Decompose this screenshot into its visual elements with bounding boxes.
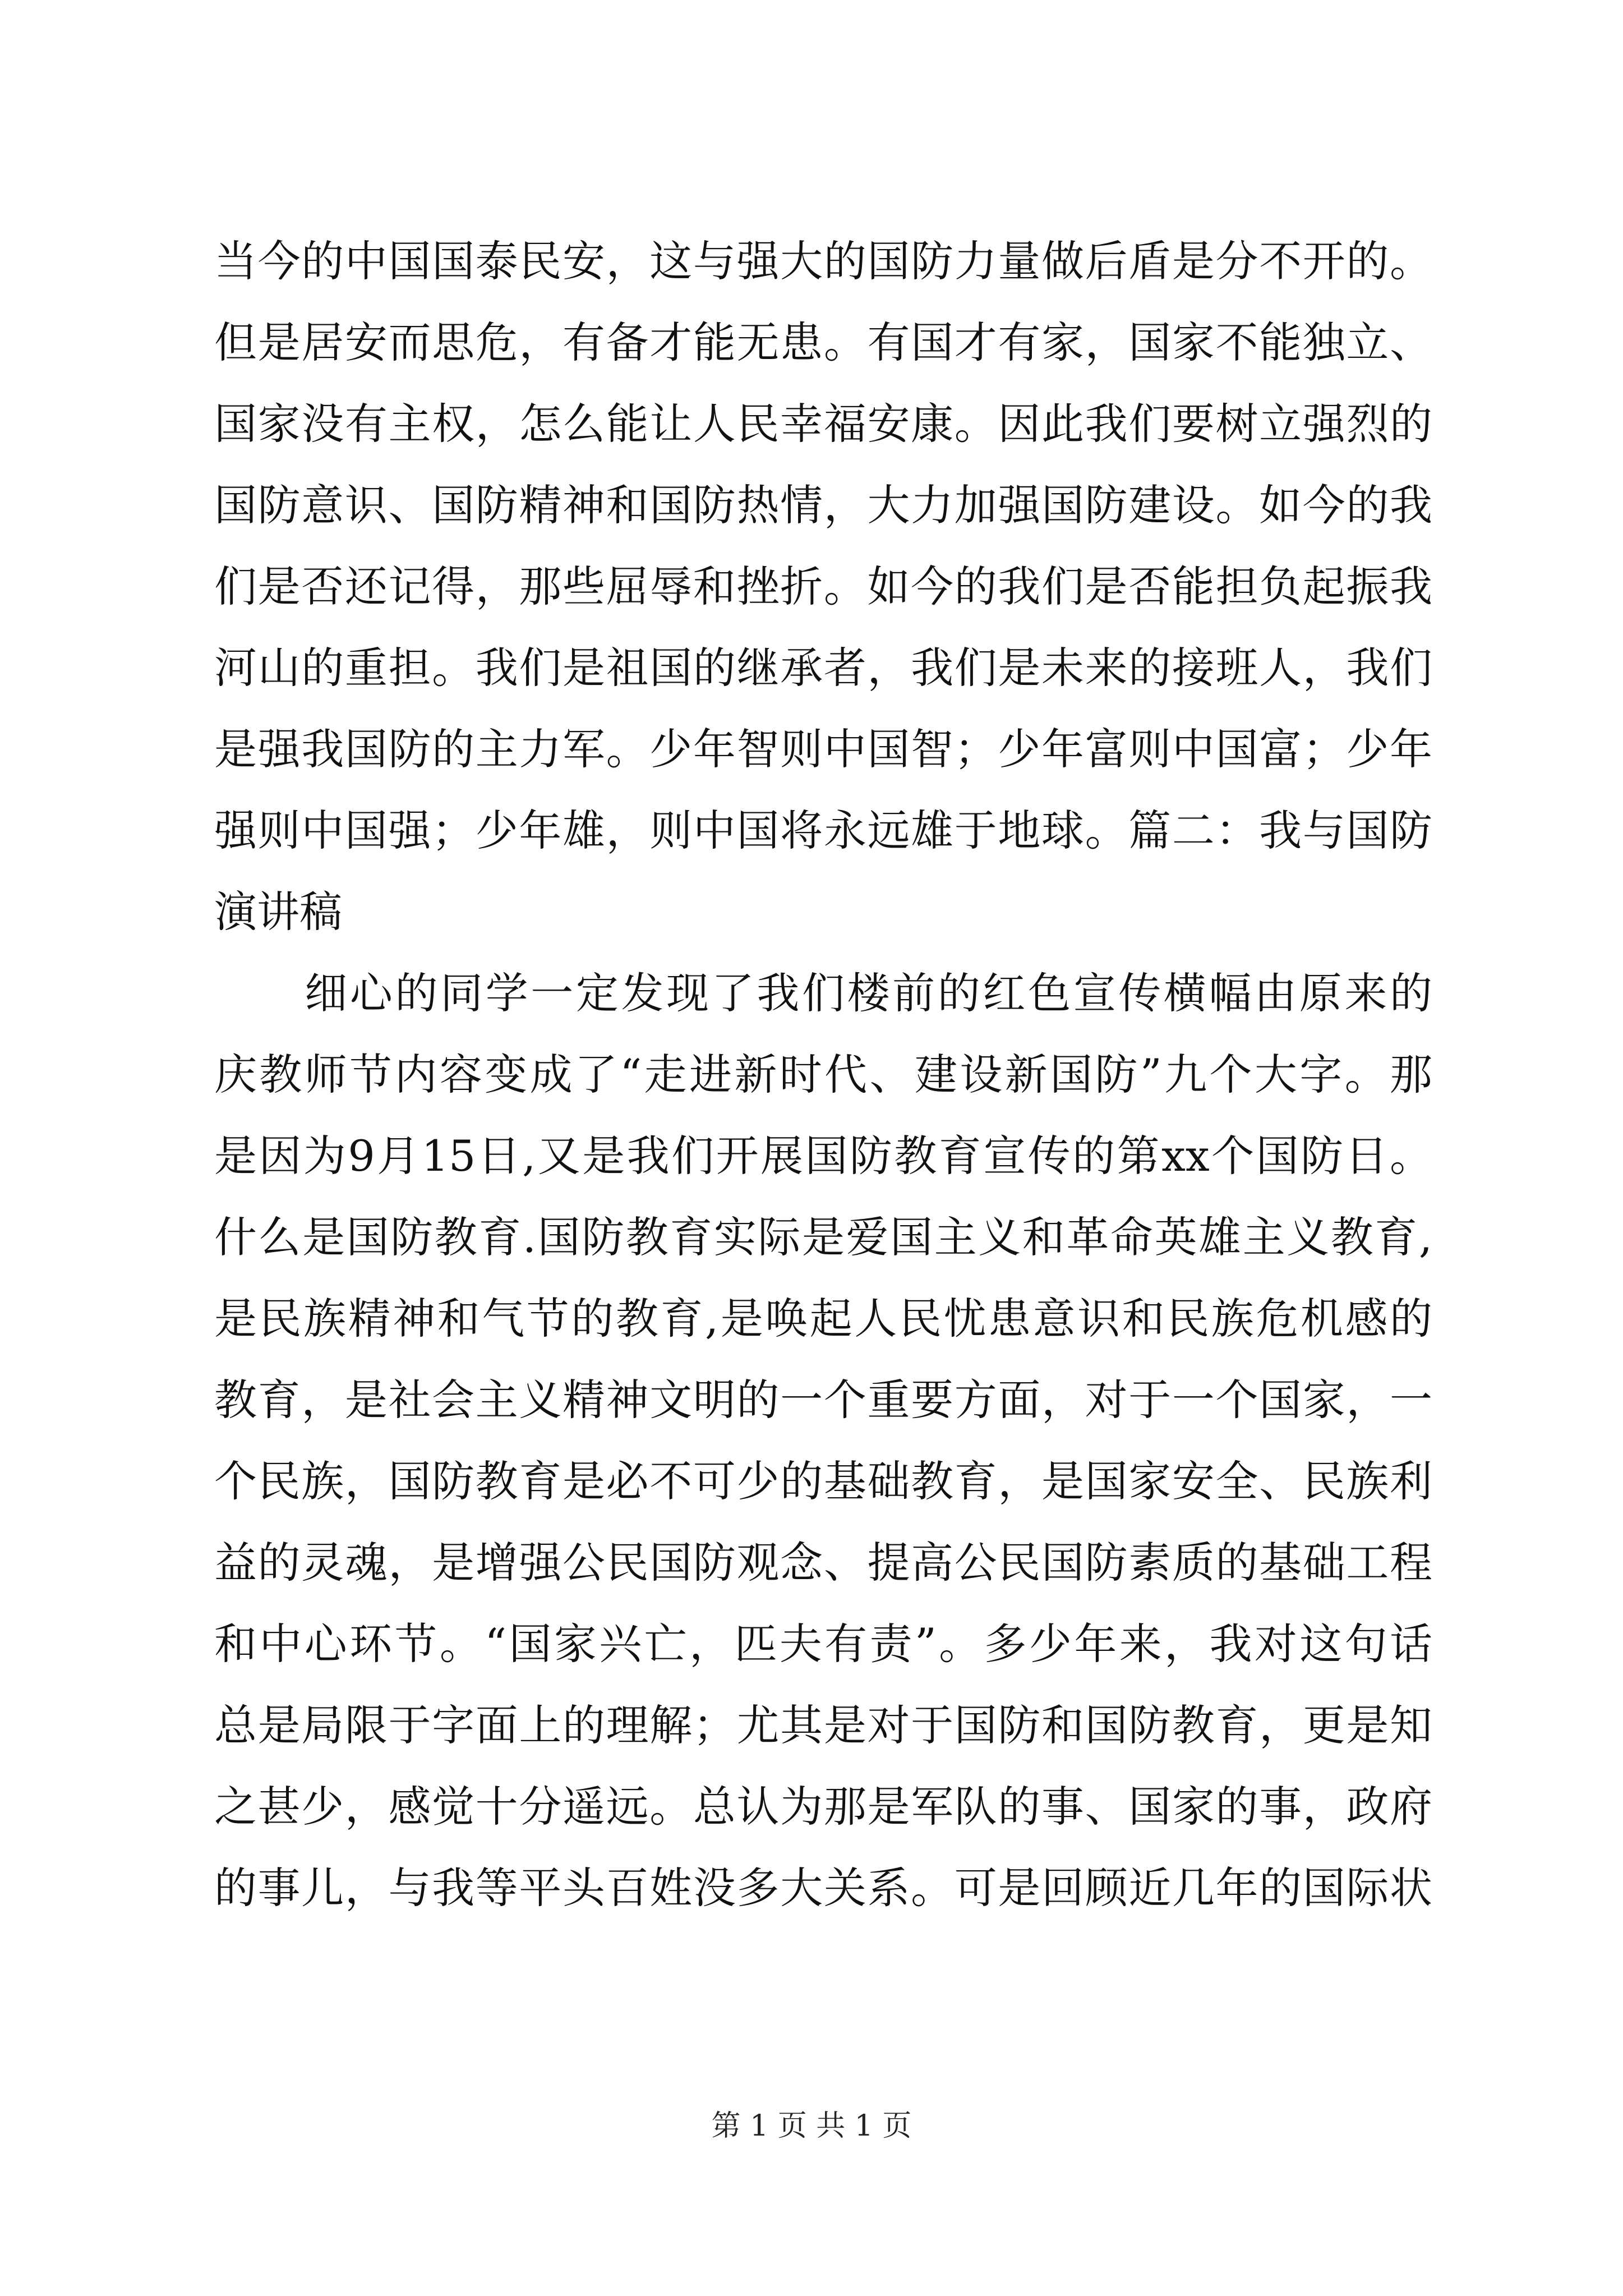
text-line-18: 和中心环节。“国家兴亡，匹夫有责”。多少年来，我对这句话 <box>214 1619 1432 1669</box>
text-line-6: 河山的重担。我们是祖国的继承者，我们是未来的接班人，我们 <box>214 643 1432 693</box>
text-line-5: 们是否还记得，那些屈辱和挫折。如今的我们是否能担负起振我 <box>214 562 1432 611</box>
text-line-21: 的事儿，与我等平头百姓没多大关系。可是回顾近几年的国际状 <box>214 1863 1432 1913</box>
text-line-13: 什么是国防教育.国防教育实际是爱国主义和革命英雄主义教育, <box>214 1212 1432 1262</box>
text-line-11: 庆教师节内容变成了“走进新时代、建设新国防”九个大字。那 <box>214 1050 1432 1099</box>
text-line-8: 强则中国强；少年雄，则中国将永远雄于地球。篇二：我与国防 <box>214 806 1432 855</box>
page-footer: 第 1 页 共 1 页 <box>711 2109 912 2143</box>
text-line-7: 是强我国防的主力军。少年智则中国智；少年富则中国富；少年 <box>214 724 1432 774</box>
text-line-1: 当今的中国国泰民安，这与强大的国防力量做后盾是分不开的。 <box>214 236 1432 286</box>
text-line-17: 益的灵魂，是增强公民国防观念、提高公民国防素质的基础工程 <box>214 1538 1432 1588</box>
text-line-4: 国防意识、国防精神和国防热情，大力加强国防建设。如今的我 <box>214 480 1432 530</box>
text-line-3: 国家没有主权，怎么能让人民幸福安康。因此我们要树立强烈的 <box>214 399 1432 449</box>
body-text <box>214 220 1432 1929</box>
text-line-9: 演讲稿 <box>214 887 342 937</box>
text-line-10: 细心的同学一定发现了我们楼前的红色宣传横幅由原来的 <box>214 968 1432 1018</box>
text-line-14: 是民族精神和气节的教育,是唤起人民忧患意识和民族危机感的 <box>214 1294 1432 1343</box>
text-line-12: 是因为9月15日,又是我们开展国防教育宣传的第xx个国防日。 <box>214 1131 1432 1181</box>
text-line-2: 但是居安而思危，有备才能无患。有国才有家，国家不能独立、 <box>214 318 1432 367</box>
text-line-16: 个民族，国防教育是必不可少的基础教育，是国家安全、民族利 <box>214 1456 1432 1506</box>
text-line-19: 总是局限于字面上的理解；尤其是对于国防和国防教育，更是知 <box>214 1700 1432 1750</box>
text-line-15: 教育，是社会主义精神文明的一个重要方面，对于一个国家，一 <box>214 1375 1432 1425</box>
text-line-20: 之甚少，感觉十分遥远。总认为那是军队的事、国家的事，政府 <box>214 1782 1432 1832</box>
